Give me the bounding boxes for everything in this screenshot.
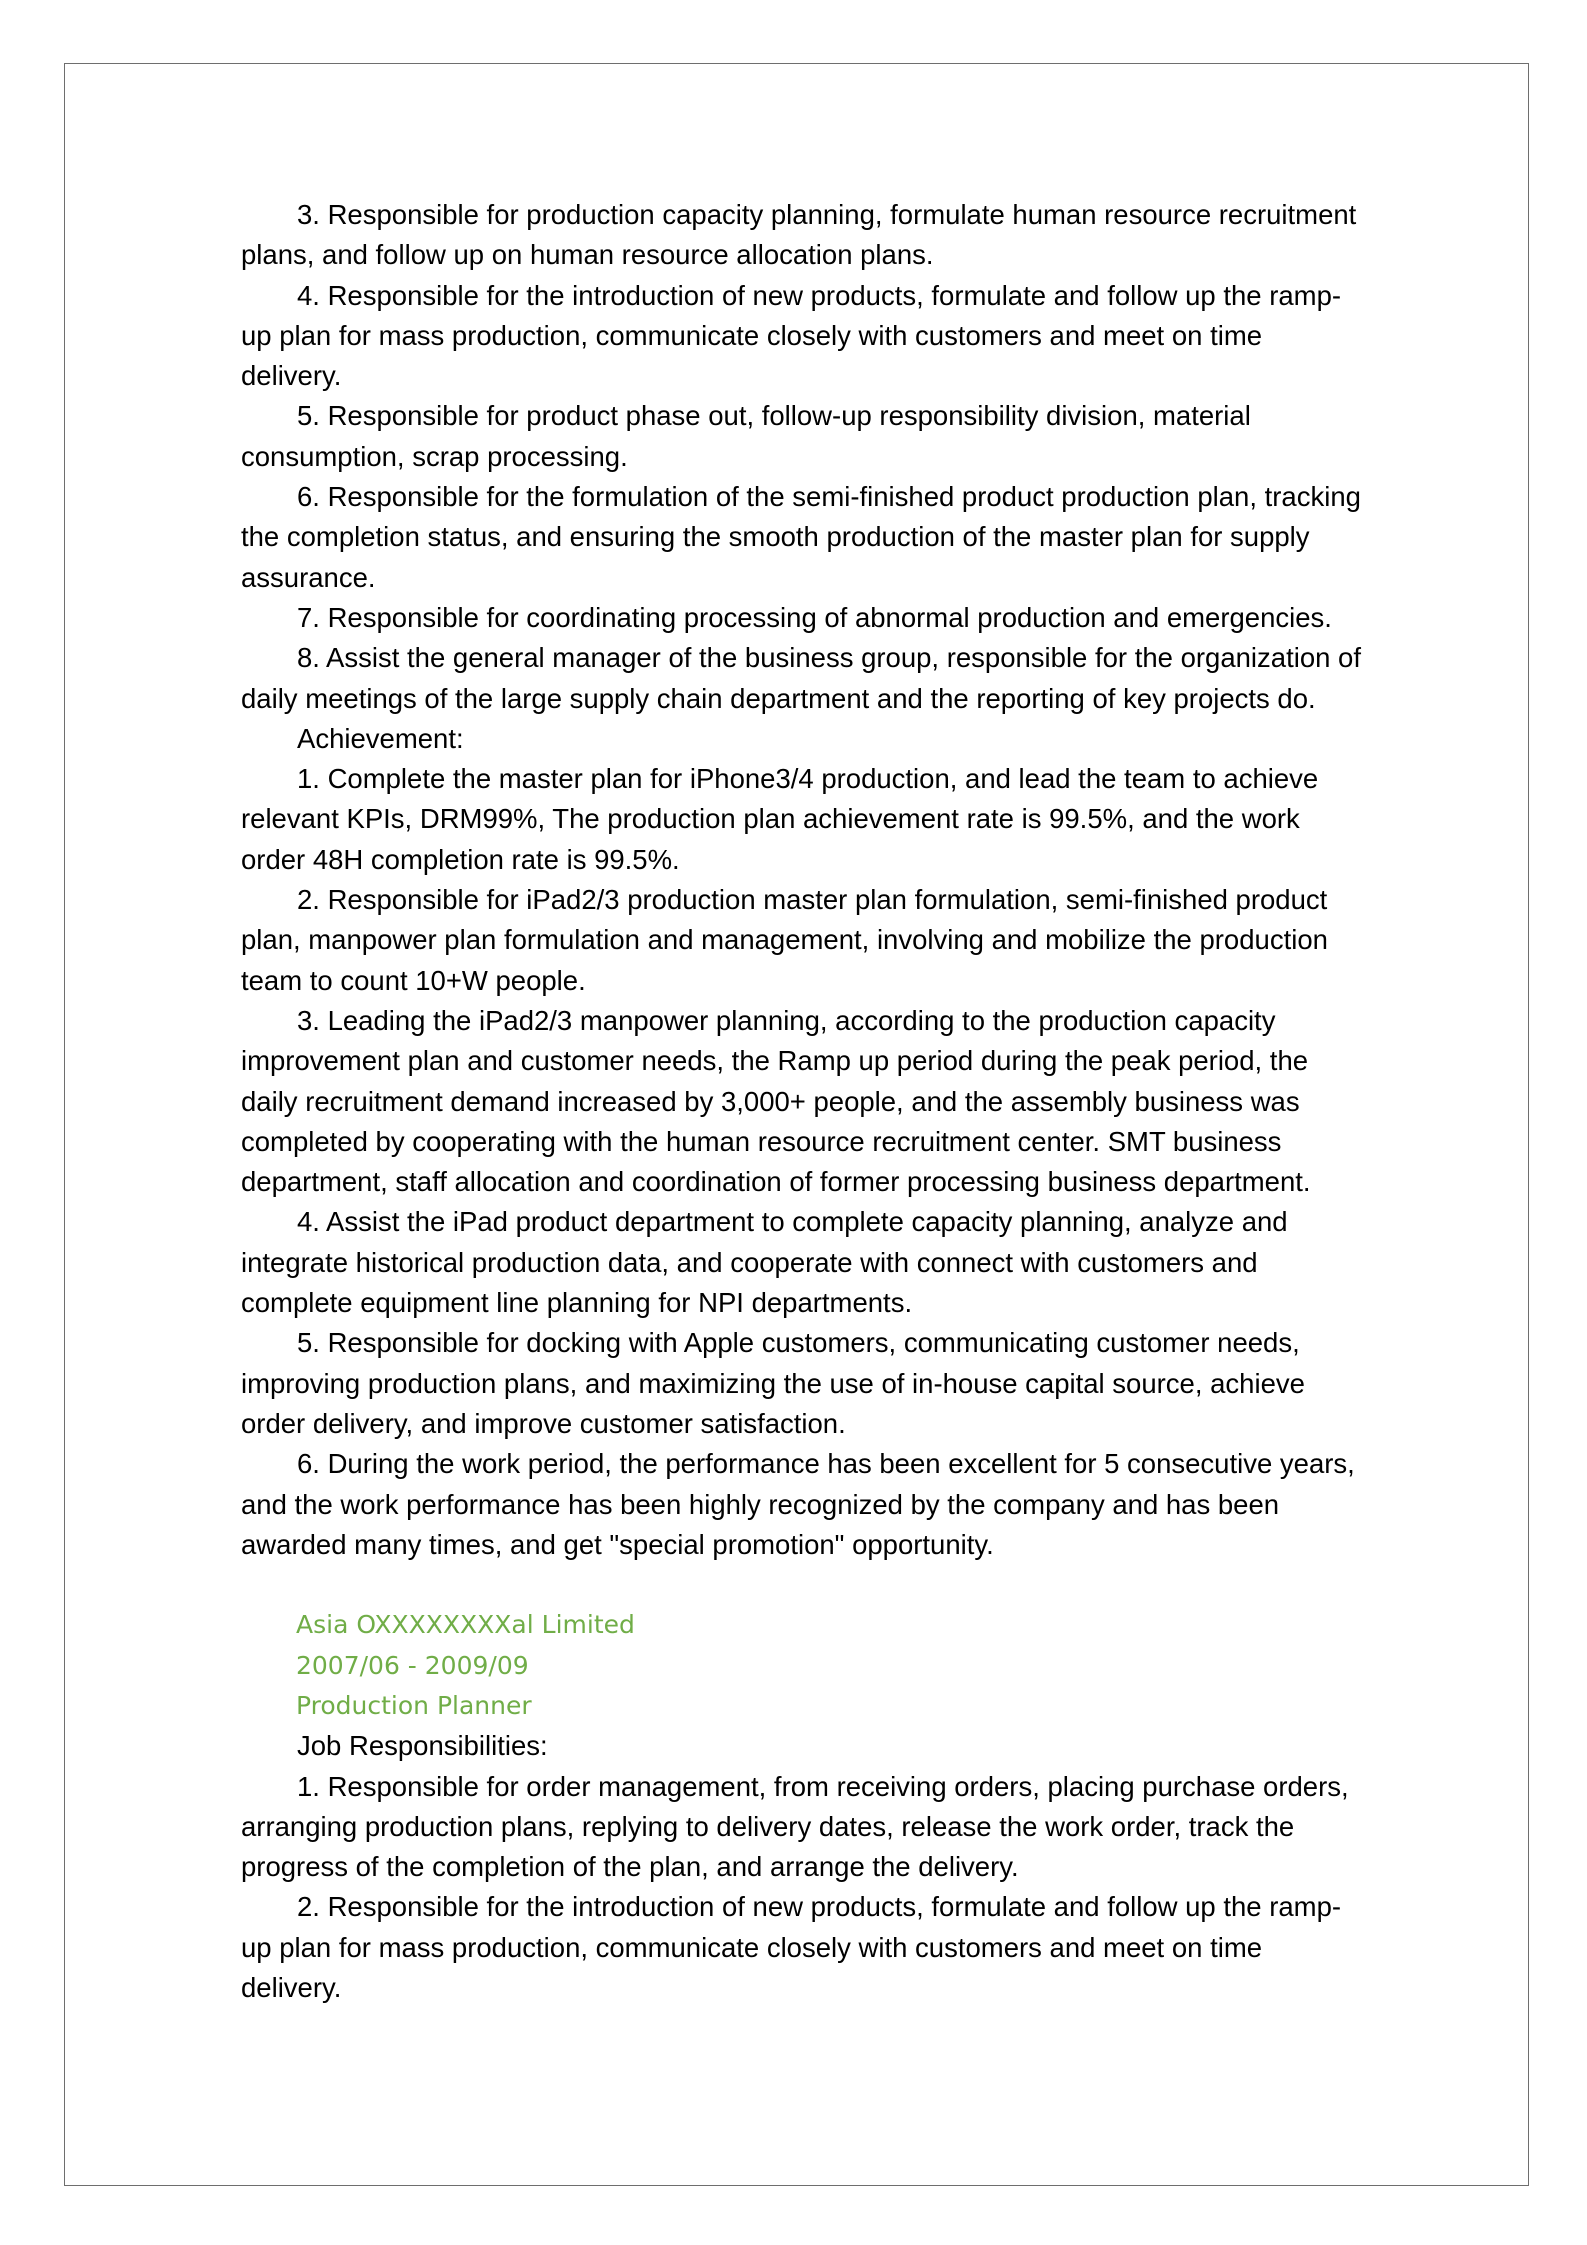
job-title: Production Planner xyxy=(296,1690,532,1720)
responsibility-item: 6. Responsible for the formulation of the semi-finished product production plan, tracking the completion status, and ensuring the smooth production of the master plan for supply assurance. xyxy=(241,481,1361,593)
resume-content xyxy=(241,195,1365,2008)
achievement-item: 2. Responsible for iPad2/3 production master plan formulation, semi-finished product plan, manpower plan formulation and management, involving and mobilize the production team to count 10+W people. xyxy=(241,884,1328,996)
achievements-heading: Achievement: xyxy=(297,722,464,754)
employment-period: 2007/06 - 2009/09 xyxy=(296,1650,529,1680)
responsibility-item: 2. Responsible for the introduction of new products, formulate and follow up the ramp-up plan for mass production, communicate closely with customers and meet on time delivery. xyxy=(241,1891,1342,2004)
responsibility-item: 5. Responsible for product phase out, follow-up responsibility division, material consumption, scrap processing. xyxy=(241,400,1251,472)
achievement-item: 5. Responsible for docking with Apple customers, communicating customer needs, improving production plans, and maximizing the use of in-house capital source, achieve order delivery, and improve customer satisfaction. xyxy=(241,1327,1305,1439)
achievement-item: 6. During the work period, the performance has been excellent for 5 consecutive years, and the work performance has been highly recognized by the company and has been awarded many times, and get "special promotion" opportunity. xyxy=(241,1448,1355,1560)
responsibility-item: 1. Responsible for order management, from receiving orders, placing purchase orders, arranging production plans, replying to delivery dates, release the work order, track the progress of the completion of the plan, and arrange the delivery. xyxy=(241,1770,1349,1883)
company-name: Asia OXXXXXXXXal Limited xyxy=(296,1610,635,1640)
achievement-item: 4. Assist the iPad product department to complete capacity planning, analyze and integrate historical production data, and cooperate with connect with customers and complete equipment line planning for NPI departments. xyxy=(241,1206,1288,1319)
achievement-item: 3. Leading the iPad2/3 manpower planning, according to the production capacity improvement plan and customer needs, the Ramp up period during the peak period, the daily recruitment demand increased by 3,000+ people, and the assembly business was completed by cooperating with the human resource recruitment center. SMT business department, staff allocation and coordination of former processing business department. xyxy=(241,1004,1311,1198)
responsibility-item: 7. Responsible for coordinating processing of abnormal production and emergencies. xyxy=(297,601,1332,633)
section-spacer xyxy=(241,1565,1365,1605)
responsibility-item: 8. Assist the general manager of the business group, responsible for the organization of daily meetings of the large supply chain department and the reporting of key projects do. xyxy=(241,642,1361,714)
job-responsibilities-heading: Job Responsibilities: xyxy=(297,1730,548,1762)
responsibility-item: 4. Responsible for the introduction of new products, formulate and follow up the ramp-up plan for mass production, communicate closely with customers and meet on time delivery. xyxy=(241,279,1342,392)
responsibility-item: 3. Responsible for production capacity planning, formulate human resource recruitment plans, and follow up on human resource allocation plans. xyxy=(241,199,1357,271)
achievement-item: 1. Complete the master plan for iPhone3/4 production, and lead the team to achieve relevant KPIs, DRM99%, The production plan achievement rate is 99.5%, and the work order 48H completion rate is 99.5%. xyxy=(241,763,1319,875)
